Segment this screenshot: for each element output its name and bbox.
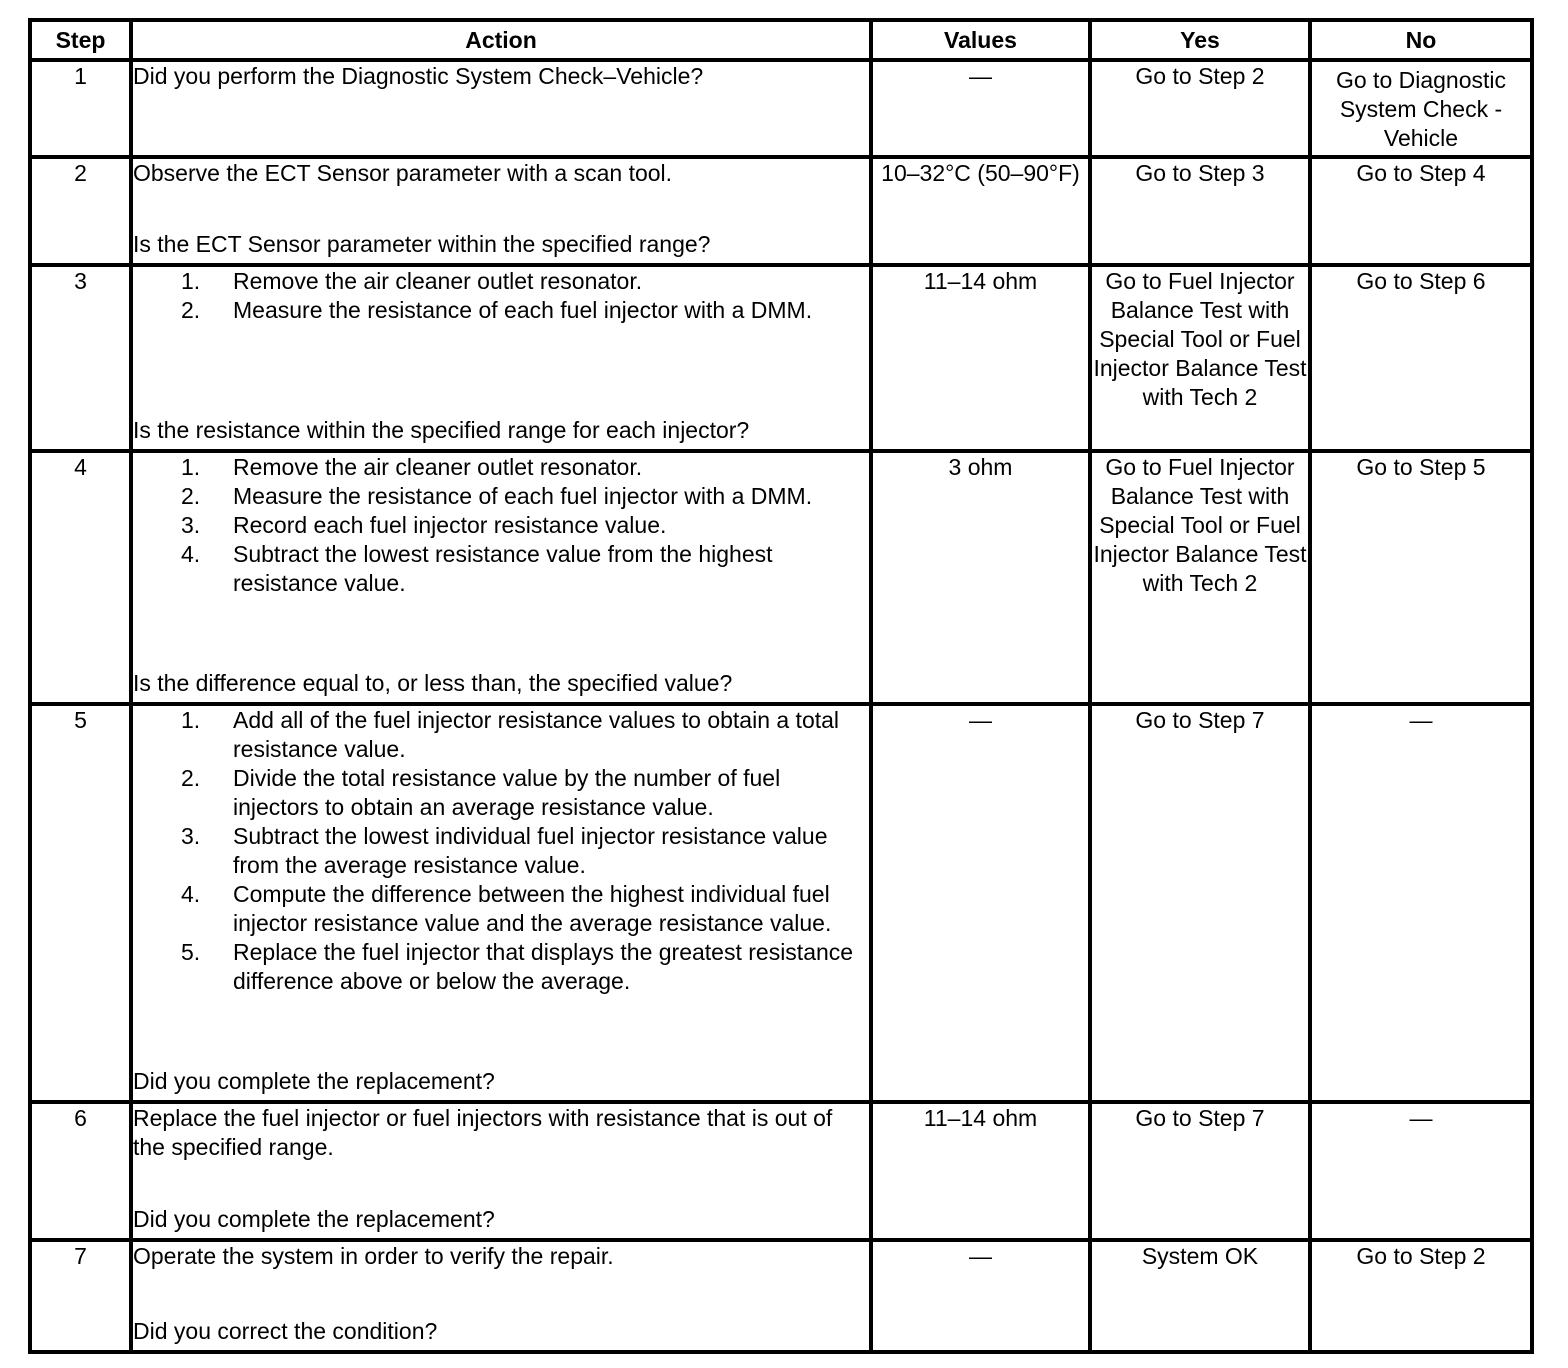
action-instructions (133, 706, 869, 996)
action-content (133, 159, 869, 263)
values-cell: — (871, 60, 1090, 157)
action-cell (131, 451, 871, 704)
action-step-list (133, 267, 869, 325)
action-step-text: Measure the resistance of each fuel injector with a DMM. (233, 482, 813, 509)
action-step-text: Subtract the lowest resistance value from the highest resistance value. (233, 540, 773, 596)
values-cell: — (871, 1240, 1090, 1352)
no-cell: Go to Step 4 (1310, 157, 1532, 265)
no-cell: Go to Step 6 (1310, 265, 1532, 450)
header-values: Values (871, 20, 1090, 60)
action-instructions (133, 1104, 869, 1162)
action-instructions (133, 267, 869, 325)
action-intro: Observe the ECT Sensor parameter with a scan tool. (133, 160, 673, 187)
action-question: Is the ECT Sensor parameter within the specified range? (133, 231, 711, 258)
action-step-item (133, 540, 869, 598)
action-question: Did you correct the condition? (133, 1318, 438, 1344)
action-step-item (133, 267, 869, 296)
action-step-text: Record each fuel injector resistance value. (233, 511, 667, 538)
action-instructions (133, 453, 869, 598)
action-step-item (133, 482, 869, 511)
step-number: 3 (30, 265, 131, 450)
action-step-text: Replace the fuel injector that displays the greatest resistance difference above or below the average. (233, 938, 854, 994)
step-number: 2 (30, 157, 131, 265)
header-no: No (1310, 20, 1532, 60)
yes-cell: Go to Step 2 (1090, 60, 1310, 157)
action-cell (131, 704, 871, 1102)
action-step-number: 2. (181, 482, 201, 509)
action-intro: Operate the system in order to verify the repair. (133, 1242, 614, 1269)
action-step-number: 2. (181, 297, 201, 324)
step-number: 4 (30, 451, 131, 704)
action-step-number: 1. (181, 453, 201, 480)
action-cell (131, 1240, 871, 1352)
table-row (30, 265, 1532, 450)
action-step-number: 3. (181, 822, 201, 849)
yes-cell: Go to Step 7 (1090, 704, 1310, 1102)
header-yes: Yes (1090, 20, 1310, 60)
action-cell (131, 157, 871, 265)
yes-cell: Go to Fuel Injector Balance Test with Special Tool or Fuel Injector Balance Test with Tech 2 (1090, 451, 1310, 704)
action-step-item (133, 938, 869, 996)
action-question: Did you complete the replacement? (133, 1067, 495, 1094)
action-question: Did you complete the replacement? (133, 1205, 495, 1232)
yes-cell: System OK (1090, 1240, 1310, 1352)
action-content (133, 453, 869, 702)
action-intro: Did you perform the Diagnostic System Check–Vehicle? (133, 63, 704, 89)
action-content (133, 267, 869, 448)
table-row (30, 1240, 1532, 1352)
action-instructions (133, 1242, 869, 1271)
action-cell (131, 1102, 871, 1240)
action-step-item (133, 706, 869, 764)
action-step-number: 3. (181, 511, 201, 538)
table-row (30, 451, 1532, 704)
step-number: 6 (30, 1102, 131, 1240)
yes-cell: Go to Fuel Injector Balance Test with Special Tool or Fuel Injector Balance Test with Tech 2 (1090, 265, 1310, 450)
action-instructions (133, 62, 869, 91)
action-step-text: Measure the resistance of each fuel injector with a DMM. (233, 297, 813, 324)
action-content (133, 62, 869, 155)
no-cell: — (1310, 704, 1532, 1102)
no-cell: Go to Step 5 (1310, 451, 1532, 704)
header-step: Step (30, 20, 131, 60)
action-instructions (133, 159, 869, 188)
action-step-text: Compute the difference between the highest individual fuel injector resistance value and the average resistance value. (233, 880, 832, 936)
action-cell (131, 60, 871, 157)
action-step-text: Divide the total resistance value by the number of fuel injectors to obtain an average resistance value. (233, 764, 781, 820)
values-cell: 11–14 ohm (871, 265, 1090, 450)
header-action: Action (131, 20, 871, 60)
action-question: Is the resistance within the specified range for each injector? (133, 416, 750, 443)
action-step-number: 1. (181, 706, 201, 733)
no-cell: Go to Diagnostic System Check - Vehicle (1310, 60, 1532, 157)
table-row (30, 1102, 1532, 1240)
action-step-item (133, 453, 869, 482)
action-step-text: Remove the air cleaner outlet resonator. (233, 453, 643, 480)
step-number: 7 (30, 1240, 131, 1352)
action-question: Is the difference equal to, or less than, the specified value? (133, 669, 733, 696)
action-step-number: 4. (181, 880, 201, 907)
no-cell: — (1310, 1102, 1532, 1240)
action-step-number: 2. (181, 764, 201, 791)
step-number: 5 (30, 704, 131, 1102)
action-step-item (133, 764, 869, 822)
action-intro: Replace the fuel injector or fuel injectors with resistance that is out of the specified range. (133, 1104, 833, 1160)
yes-cell: Go to Step 3 (1090, 157, 1310, 265)
action-step-text: Remove the air cleaner outlet resonator. (233, 268, 643, 295)
action-step-text: Add all of the fuel injector resistance values to obtain a total resistance value. (233, 706, 840, 762)
values-cell: 11–14 ohm (871, 1102, 1090, 1240)
table-row (30, 60, 1532, 157)
diagnostic-table (28, 18, 1534, 1354)
values-cell: 10–32°C (50–90°F) (871, 157, 1090, 265)
table-row (30, 157, 1532, 265)
yes-cell: Go to Step 7 (1090, 1102, 1310, 1240)
action-content (133, 1104, 869, 1238)
action-step-list (133, 706, 869, 996)
table-header-row (30, 20, 1532, 60)
no-cell: Go to Step 2 (1310, 1240, 1532, 1352)
action-step-number: 5. (181, 938, 201, 965)
action-cell (131, 265, 871, 450)
action-step-text: Subtract the lowest individual fuel injector resistance value from the average resistance value. (233, 822, 828, 878)
action-step-number: 4. (181, 540, 201, 567)
values-cell: 3 ohm (871, 451, 1090, 704)
table-row (30, 704, 1532, 1102)
action-step-item (133, 880, 869, 938)
action-step-item (133, 511, 869, 540)
action-content (133, 706, 869, 1100)
action-step-list (133, 453, 869, 598)
values-cell: — (871, 704, 1090, 1102)
action-step-item (133, 296, 869, 325)
action-step-number: 1. (181, 268, 201, 295)
action-step-item (133, 822, 869, 880)
step-number: 1 (30, 60, 131, 157)
action-content (133, 1242, 869, 1350)
